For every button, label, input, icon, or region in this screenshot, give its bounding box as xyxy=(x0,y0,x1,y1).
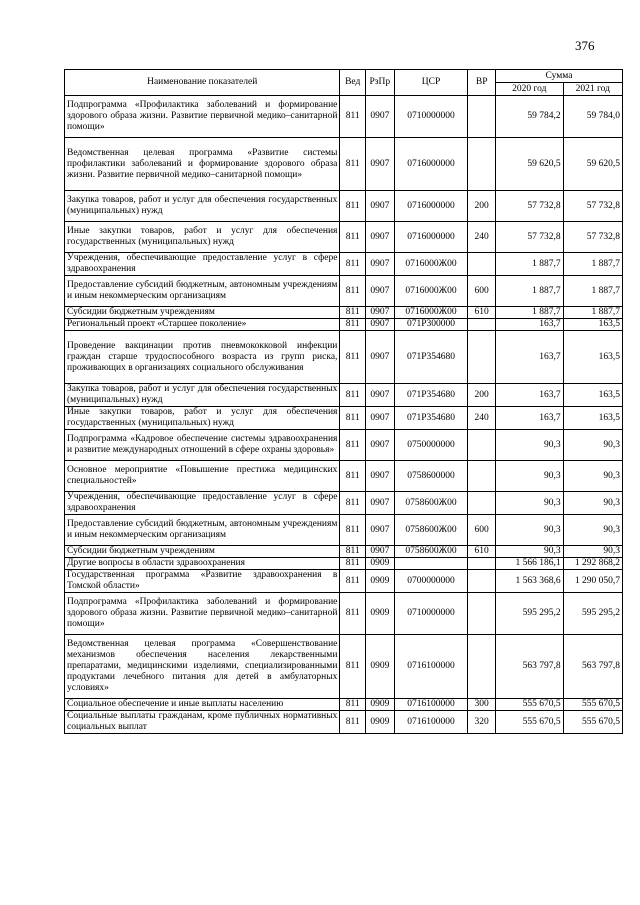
row-name: Государственная программа «Развитие здравоохранения в Томской области» xyxy=(65,570,340,593)
row-name: Субсидии бюджетным учреждениям xyxy=(65,307,340,319)
table-row xyxy=(65,138,623,191)
row-rzpr: 0907 xyxy=(366,430,395,461)
row-csr: 0716100000 xyxy=(394,699,468,711)
row-csr xyxy=(394,558,468,570)
row-ved: 811 xyxy=(340,307,366,319)
row-csr: 0716000000 xyxy=(394,222,468,253)
row-vr xyxy=(468,331,496,384)
row-csr: 0716100000 xyxy=(394,635,468,699)
row-rzpr: 0907 xyxy=(366,276,395,307)
row-ved: 811 xyxy=(340,253,366,276)
row-vr xyxy=(468,492,496,515)
table-row xyxy=(65,711,623,734)
table-row xyxy=(65,430,623,461)
row-sum-2020: 90,3 xyxy=(496,515,564,546)
table-row xyxy=(65,515,623,546)
row-ved: 811 xyxy=(340,546,366,558)
table-row xyxy=(65,384,623,407)
row-ved: 811 xyxy=(340,711,366,734)
row-csr: 0716000000 xyxy=(394,138,468,191)
header-year-2020: 2020 год xyxy=(496,83,564,96)
row-sum-2020: 90,3 xyxy=(496,492,564,515)
row-vr: 200 xyxy=(468,384,496,407)
header-sum: Сумма xyxy=(496,70,623,83)
row-ved: 811 xyxy=(340,515,366,546)
row-csr: 0716000Ж00 xyxy=(394,253,468,276)
row-vr xyxy=(468,635,496,699)
table-row xyxy=(65,222,623,253)
row-name: Учреждения, обеспечивающие предоставление услуг в сфере здравоохранения xyxy=(65,253,340,276)
row-csr: 071P354680 xyxy=(394,407,468,430)
row-ved: 811 xyxy=(340,430,366,461)
header-vr: ВР xyxy=(468,70,496,96)
row-name: Субсидии бюджетным учреждениям xyxy=(65,546,340,558)
row-name: Учреждения, обеспечивающие предоставление услуг в сфере здравоохранения xyxy=(65,492,340,515)
row-rzpr: 0907 xyxy=(366,546,395,558)
row-rzpr: 0907 xyxy=(366,96,395,138)
row-ved: 811 xyxy=(340,461,366,492)
row-ved: 811 xyxy=(340,331,366,384)
row-vr xyxy=(468,430,496,461)
row-rzpr: 0907 xyxy=(366,253,395,276)
row-sum-2021: 555 670,5 xyxy=(563,699,622,711)
row-rzpr: 0907 xyxy=(366,319,395,331)
row-rzpr: 0909 xyxy=(366,593,395,635)
row-sum-2020: 555 670,5 xyxy=(496,699,564,711)
row-ved: 811 xyxy=(340,558,366,570)
row-csr: 0716000000 xyxy=(394,191,468,222)
row-name: Социальные выплаты гражданам, кроме публичных нормативных социальных выплат xyxy=(65,711,340,734)
row-sum-2021: 1 887,7 xyxy=(563,307,622,319)
table-row xyxy=(65,593,623,635)
table-row xyxy=(65,307,623,319)
header-rzpr: РзПр xyxy=(366,70,395,96)
row-csr: 0758600Ж00 xyxy=(394,492,468,515)
row-sum-2021: 90,3 xyxy=(563,461,622,492)
table-row xyxy=(65,699,623,711)
row-csr: 0710000000 xyxy=(394,593,468,635)
row-ved: 811 xyxy=(340,699,366,711)
row-name: Иные закупки товаров, работ и услуг для обеспечения государственных (муниципальных) нужд xyxy=(65,407,340,430)
row-name: Проведение вакцинации против пневмококковой инфекции граждан старше трудоспособного возраста из групп риска, проживающих в организациях социального обслуживания xyxy=(65,331,340,384)
row-sum-2021: 90,3 xyxy=(563,430,622,461)
row-sum-2020: 90,3 xyxy=(496,546,564,558)
row-ved: 811 xyxy=(340,407,366,430)
table-row xyxy=(65,558,623,570)
row-vr: 600 xyxy=(468,515,496,546)
row-name: Региональный проект «Старшее поколение» xyxy=(65,319,340,331)
row-sum-2021: 163,5 xyxy=(563,407,622,430)
row-sum-2020: 57 732,8 xyxy=(496,191,564,222)
row-sum-2020: 1 887,7 xyxy=(496,276,564,307)
row-sum-2020: 57 732,8 xyxy=(496,222,564,253)
row-rzpr: 0907 xyxy=(366,384,395,407)
row-csr: 0716000Ж00 xyxy=(394,276,468,307)
row-sum-2021: 595 295,2 xyxy=(563,593,622,635)
row-sum-2020: 163,7 xyxy=(496,384,564,407)
row-sum-2021: 563 797,8 xyxy=(563,635,622,699)
table-row xyxy=(65,191,623,222)
table-row xyxy=(65,635,623,699)
row-name: Социальное обеспечение и иные выплаты населению xyxy=(65,699,340,711)
row-vr: 320 xyxy=(468,711,496,734)
table-row xyxy=(65,96,623,138)
row-sum-2021: 59 784,0 xyxy=(563,96,622,138)
row-sum-2020: 1 563 368,6 xyxy=(496,570,564,593)
header-year-2021: 2021 год xyxy=(563,83,622,96)
row-sum-2021: 163,5 xyxy=(563,331,622,384)
row-vr xyxy=(468,593,496,635)
row-csr: 0710000000 xyxy=(394,96,468,138)
row-csr: 0700000000 xyxy=(394,570,468,593)
row-ved: 811 xyxy=(340,635,366,699)
row-sum-2021: 1 887,7 xyxy=(563,253,622,276)
row-ved: 811 xyxy=(340,96,366,138)
row-sum-2020: 163,7 xyxy=(496,331,564,384)
row-sum-2020: 1 566 186,1 xyxy=(496,558,564,570)
row-name: Иные закупки товаров, работ и услуг для обеспечения государственных (муниципальных) нужд xyxy=(65,222,340,253)
row-sum-2020: 90,3 xyxy=(496,461,564,492)
row-name: Подпрограмма «Профилактика заболеваний и формирование здорового образа жизни. Развитие первичной медико–санитарной помощи» xyxy=(65,593,340,635)
row-name: Закупка товаров, работ и услуг для обеспечения государственных (муниципальных) нужд xyxy=(65,384,340,407)
row-name: Подпрограмма «Профилактика заболеваний и формирование здорового образа жизни. Развитие первичной медико–санитарной помощи» xyxy=(65,96,340,138)
page-number: 376 xyxy=(575,38,595,53)
header-csr: ЦСР xyxy=(394,70,468,96)
row-vr xyxy=(468,319,496,331)
row-vr xyxy=(468,570,496,593)
row-vr xyxy=(468,253,496,276)
row-vr xyxy=(468,461,496,492)
row-rzpr: 0909 xyxy=(366,635,395,699)
row-rzpr: 0907 xyxy=(366,461,395,492)
row-vr: 240 xyxy=(468,222,496,253)
row-vr xyxy=(468,96,496,138)
row-rzpr: 0907 xyxy=(366,191,395,222)
row-name: Ведомственная целевая программа «Развитие системы профилактики заболеваний и формирование здорового образа жизни. Развитие первичной медико–санитарной помощи» xyxy=(65,138,340,191)
row-sum-2021: 1 292 868,2 xyxy=(563,558,622,570)
row-sum-2021: 90,3 xyxy=(563,492,622,515)
row-sum-2021: 57 732,8 xyxy=(563,222,622,253)
row-sum-2021: 90,3 xyxy=(563,515,622,546)
row-ved: 811 xyxy=(340,191,366,222)
row-rzpr: 0907 xyxy=(366,407,395,430)
header-ved: Вед xyxy=(340,70,366,96)
row-sum-2020: 595 295,2 xyxy=(496,593,564,635)
row-sum-2020: 90,3 xyxy=(496,430,564,461)
table-row xyxy=(65,331,623,384)
row-sum-2021: 59 620,5 xyxy=(563,138,622,191)
row-rzpr: 0909 xyxy=(366,558,395,570)
table-row xyxy=(65,546,623,558)
row-sum-2021: 163,5 xyxy=(563,319,622,331)
row-sum-2020: 59 620,5 xyxy=(496,138,564,191)
row-ved: 811 xyxy=(340,384,366,407)
row-rzpr: 0907 xyxy=(366,307,395,319)
row-name: Предоставление субсидий бюджетным, автономным учреждениям и иным некоммерческим организациям xyxy=(65,515,340,546)
row-sum-2021: 90,3 xyxy=(563,546,622,558)
row-csr: 0716000Ж00 xyxy=(394,307,468,319)
row-name: Другие вопросы в области здравоохранения xyxy=(65,558,340,570)
table-row xyxy=(65,570,623,593)
row-vr: 600 xyxy=(468,276,496,307)
row-rzpr: 0907 xyxy=(366,331,395,384)
row-sum-2020: 1 887,7 xyxy=(496,307,564,319)
row-rzpr: 0907 xyxy=(366,138,395,191)
table-row xyxy=(65,461,623,492)
row-csr: 071P354680 xyxy=(394,331,468,384)
row-sum-2021: 163,5 xyxy=(563,384,622,407)
row-ved: 811 xyxy=(340,492,366,515)
row-rzpr: 0909 xyxy=(366,711,395,734)
row-name: Подпрограмма «Кадровое обеспечение системы здравоохранения и развитие международных отношений в сфере охраны здоровья» xyxy=(65,430,340,461)
row-sum-2021: 555 670,5 xyxy=(563,711,622,734)
row-ved: 811 xyxy=(340,593,366,635)
row-vr: 610 xyxy=(468,307,496,319)
row-vr: 240 xyxy=(468,407,496,430)
row-sum-2020: 1 887,7 xyxy=(496,253,564,276)
header-name: Наименование показателей xyxy=(65,70,340,96)
row-ved: 811 xyxy=(340,222,366,253)
row-csr: 0750000000 xyxy=(394,430,468,461)
row-rzpr: 0909 xyxy=(366,570,395,593)
row-ved: 811 xyxy=(340,138,366,191)
table-row xyxy=(65,276,623,307)
row-vr: 610 xyxy=(468,546,496,558)
row-name: Основное мероприятие «Повышение престижа медицинских специальностей» xyxy=(65,461,340,492)
row-sum-2020: 59 784,2 xyxy=(496,96,564,138)
row-sum-2021: 1 887,7 xyxy=(563,276,622,307)
row-vr xyxy=(468,138,496,191)
row-ved: 811 xyxy=(340,276,366,307)
row-csr: 0758600Ж00 xyxy=(394,546,468,558)
row-rzpr: 0909 xyxy=(366,699,395,711)
row-name: Ведомственная целевая программа «Совершенствование механизмов обеспечения населения лекарственными препаратами, медицинскими изделиями, специализированными продуктами лечебного питания для детей в амбулаторных условиях» xyxy=(65,635,340,699)
row-sum-2020: 563 797,8 xyxy=(496,635,564,699)
row-vr xyxy=(468,558,496,570)
row-rzpr: 0907 xyxy=(366,492,395,515)
budget-table xyxy=(64,69,623,734)
row-csr: 0758600000 xyxy=(394,461,468,492)
row-csr: 0758600Ж00 xyxy=(394,515,468,546)
row-csr: 0716100000 xyxy=(394,711,468,734)
row-ved: 811 xyxy=(340,570,366,593)
row-sum-2020: 163,7 xyxy=(496,407,564,430)
row-ved: 811 xyxy=(340,319,366,331)
row-csr: 071P300000 xyxy=(394,319,468,331)
row-name: Предоставление субсидий бюджетным, автономным учреждениям и иным некоммерческим организациям xyxy=(65,276,340,307)
row-vr: 300 xyxy=(468,699,496,711)
row-rzpr: 0907 xyxy=(366,222,395,253)
table-row xyxy=(65,492,623,515)
row-csr: 071P354680 xyxy=(394,384,468,407)
row-sum-2021: 57 732,8 xyxy=(563,191,622,222)
table-row xyxy=(65,319,623,331)
table-row xyxy=(65,253,623,276)
row-name: Закупка товаров, работ и услуг для обеспечения государственных (муниципальных) нужд xyxy=(65,191,340,222)
table-row xyxy=(65,407,623,430)
row-sum-2020: 555 670,5 xyxy=(496,711,564,734)
row-sum-2021: 1 290 050,7 xyxy=(563,570,622,593)
row-rzpr: 0907 xyxy=(366,515,395,546)
row-vr: 200 xyxy=(468,191,496,222)
row-sum-2020: 163,7 xyxy=(496,319,564,331)
